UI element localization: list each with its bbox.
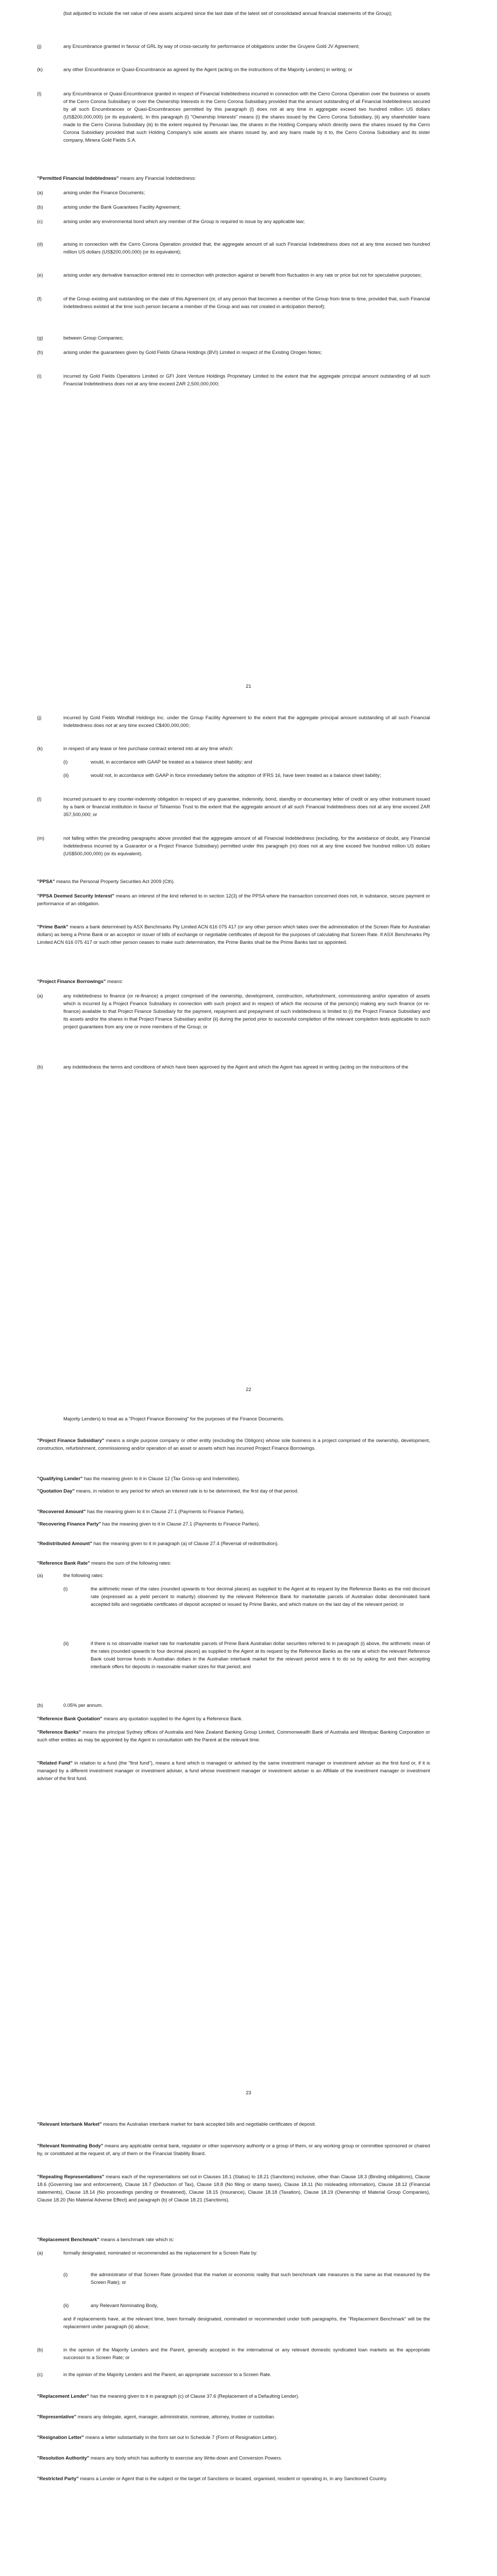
definition-text: means:: [106, 978, 123, 984]
definition-reference-bank-rate: [37, 1559, 430, 1567]
defined-term: "Repeating Representations": [37, 2174, 105, 2179]
definition-project-finance-borrowings: [37, 977, 430, 985]
defined-term: "Recovering Finance Party": [37, 1521, 101, 1527]
definition-ppsa-deemed-security-interest: [37, 892, 430, 907]
defined-term: "Relevant Interbank Market": [37, 2121, 102, 2127]
sub-clause-label: (ii): [63, 1640, 69, 1646]
defined-term: "Representative": [37, 2414, 77, 2419]
defined-term: "Redistributed Amount": [37, 1540, 92, 1546]
definition-text: means any delegate, agent, manager, administrator, nominee, attorney, trustee or custodian.: [76, 2414, 276, 2419]
clause-text: arising under the guarantees given by Gold Fields Ghana Holdings (BVI) Limited in respect of the Existing Orogen Notes;: [63, 349, 322, 355]
clause-text: any Encumbrance granted in favour of GRL by way of cross-security for performance of obligations under the Gruyere Gold JV Agreement;: [63, 43, 359, 49]
sub-clause-label: (i): [63, 759, 68, 765]
sub-clause-label: (i): [63, 1586, 68, 1591]
definition-ppsa: [37, 877, 430, 885]
clause-text: the following rates:: [63, 1572, 104, 1578]
definition-text: means the principal Sydney offices of Australia and New Zealand Banking Group Limited, Commonwealth Bank of Australia and Westpac Banking Corporation or such other entities as may be appointed by the Agent in consultation with the Parent at the relevant time.: [37, 1729, 430, 1742]
definition-text: means, in relation to any period for which an interest rate is to be determined, the first day of that period.: [74, 1488, 299, 1494]
defined-term: "PPSA": [37, 878, 55, 884]
sub-clause-text: any Relevant Nominating Body,: [91, 2302, 158, 2308]
clause-text: 0.05% per annum.: [63, 1702, 103, 1708]
definition-text: has the meaning given to it in Clause 27.1 (Payments to Finance Parties).: [101, 1521, 260, 1527]
page-number: 21: [246, 683, 251, 689]
definition-repeating-representations: [37, 2173, 430, 2204]
defined-term: "Restricted Party": [37, 2476, 79, 2481]
defined-term: "Qualifying Lender": [37, 1476, 83, 1481]
definition-text: has the meaning given to it in paragraph (c) of Clause 37.6 (Replacement of a Defaulting Lender).: [89, 2393, 300, 2399]
defined-term: "Resolution Authority": [37, 2455, 90, 2461]
continuation-text: (but adjusted to include the net value of new assets acquired since the last date of the latest set of consolidated annual financial statements of the Group);: [63, 10, 392, 16]
clause-label: (m): [37, 835, 45, 841]
clause-label: (b): [37, 204, 43, 210]
clause-text: of the Group existing and outstanding on the date of this Agreement (or, of any person that becomes a member of the Group from time to time, provided that, such Financial Indebtedness existed at the time such person became a member of the Group and was not created in anticipation thereof);: [63, 296, 430, 309]
definition-text: means any Financial Indebtedness:: [118, 175, 196, 181]
clause-text: any indebtedness to finance (or re-finance) a project comprised of the ownership, development, construction, refurbishment, commissioning and/or operation of assets which is incurred by a Project Finance Subsidiary in connection with such project and in respect of which the recourse of the person(s) making any such finance (or re-finance) available to that Project Finance Subsidiary for the payment, repayment and prepayment of such indebtedness is limited to (i) the Project Finance Subsidiary and its assets and/or the shares in that Project Finance Subsidiary and/or (ii) during the period prior to successful completion of the relevant completion tests applicable to such project guarantees from any one or more members of the Group; or: [63, 993, 430, 1029]
definition-resignation-letter: [37, 2433, 430, 2441]
definition-text: has the meaning given to it in Clause 12 (Tax Gross-up and Indemnities).: [82, 1476, 240, 1481]
clause-label: (e): [37, 272, 43, 278]
definition-text: in relation to a fund (the "first fund"), means a fund which is managed or advised by the same investment manager or investment adviser as the first fund or, if it is managed by a different investment manager or investment adviser, a fund whose investment manager or investment adviser is an Affiliate of the investment manager or investment adviser of the first fund.: [37, 1760, 430, 1781]
defined-term: "Reference Banks": [37, 1729, 81, 1735]
defined-term: "Prime Bank": [37, 924, 68, 929]
clause-label: (a): [37, 993, 43, 998]
definition-text: means a benchmark rate which is:: [99, 2236, 174, 2242]
clause-label: (d): [37, 241, 43, 247]
definition-text: means the Australian interbank market for bank accepted bills and negotiable certificates of deposit.: [101, 2121, 316, 2127]
definition-text: means each of the representations set out in Clauses 18.1 (Status) to 18.21 (Sanctions) inclusive, other than Clause 18.3 (Binding obligations), Clause 18.6 (Governing law and enforcement), Clause 18.7 (Deduction of Tax), Clause 18.8 (No filing or stamp taxes), Clause 18.11 (No misleading information), Clause 18.12 (Financial statements), Clause 18.14 (No proceedings pending or threatened), Clause 18.15 (Insurance), Clause 18.18 (Taxation), Clause 18.19 (Ownership of Material Group Companies), Clause 18.20 (No Material Adverse Effect) and paragraph (b) of Clause 18.21 (Sanctions).: [37, 2174, 430, 2202]
definition-relevant-interbank-market: [37, 2120, 430, 2128]
clause-label: (c): [37, 218, 43, 224]
clause-text: any indebtedness the terms and conditions of which have been approved by the Agent and which the Agent has agreed in writing (acting on the instructions of the: [63, 1064, 408, 1070]
definition-permitted-financial-indebtedness: [37, 174, 430, 182]
definition-text: means the Personal Property Securities Act 2009 (Cth).: [55, 878, 175, 884]
clause-text: and if replacements have, at the relevant time, been formally designated, nominated or recommended under both paragraphs, the "Replacement Benchmark" will be the replacement under paragraph (ii) above;: [63, 2316, 430, 2329]
definition-prime-bank: [37, 923, 430, 946]
sub-clause-text: would, in accordance with GAAP be treated as a balance sheet liability; and: [91, 759, 252, 765]
clause-label: (l): [37, 796, 42, 802]
definition-text: means an interest of the kind referred to in section 12(3) of the PPSA where the transaction concerned does not, in substance, secure payment or performance of an obligation.: [37, 893, 430, 906]
definition-text: means any quotation supplied to the Agent by a Reference Bank.: [102, 1716, 243, 1721]
clause-label: (b): [37, 2347, 43, 2352]
clause-text: incurred by Gold Fields Windfall Holdings Inc. under the Group Facility Agreement to the extent that the aggregate principal amount outstanding of all such Financial Indebtedness does not at any time exceed C$400,000,000;: [63, 715, 430, 728]
definition-relevant-nominating-body: [37, 2142, 430, 2157]
clause-label: (k): [37, 745, 43, 751]
definition-recovered-amount: [37, 1507, 430, 1515]
sub-clause-text: the arithmetic mean of the rates (rounded upwards to four decimal places) as supplied to the Agent at its request by the Reference Banks as the mid discount rate (expressed as a yield percent to maturity) observed by the relevant Reference Bank for marketable parcels of Australian dollar denominated bank accepted bills and negotiable certificates of deposit accepted or issued by Prime Banks, and which mature on the last day of the relevant period; or: [91, 1586, 430, 1607]
clause-text: arising under the Bank Guarantees Facility Agreement;: [63, 204, 181, 210]
defined-term: "Resignation Letter": [37, 2434, 84, 2440]
definition-related-fund: [37, 1759, 430, 1782]
clause-label: (h): [37, 349, 43, 355]
sub-clause-text: the administrator of that Screen Rate (provided that the market or economic reality that such benchmark rate measures is the same as that measured by the Screen Rate); or: [91, 2272, 430, 2285]
clause-text: between Group Companies;: [63, 335, 124, 341]
definition-text: means a Lender or Agent that is the subject or the target of Sanctions or located, organised, resident or operating in, in any Sanctioned Country.: [78, 2476, 387, 2481]
definition-text: means a single purpose company or other entity (excluding the Obligors) whose sole business is a project comprised of the ownership, development, construction, refurbishment, commissioning and/or operation of an asset or assets which has incurred Project Finance Borrowings.: [37, 1437, 430, 1451]
definition-representative: [37, 2413, 430, 2420]
definition-text: has the meaning given to it in paragraph (a) of Clause 27.4 (Reversal of redistribution).: [92, 1540, 279, 1546]
definition-replacement-benchmark: [37, 2235, 430, 2243]
defined-term: "Replacement Benchmark": [37, 2236, 99, 2242]
clause-text: not falling within the preceding paragraphs above provided that the aggregate amount of all Financial Indebtedness (excluding, for the avoidance of doubt, any Financial Indebtedness incurred by a Guarantor or a Project Finance Subsidiary) permitted under this paragraph (m) does not at any time exceed five hundred million US dollars (US$500,000,000) (or its equivalent).: [63, 835, 430, 856]
defined-term: "Quotation Day": [37, 1488, 75, 1494]
clause-label: (b): [37, 1064, 43, 1070]
clause-text: formally designated, nominated or recommended as the replacement for a Screen Rate by:: [63, 2250, 258, 2256]
defined-term: "Reference Bank Rate": [37, 1560, 90, 1566]
definition-recovering-finance-party: [37, 1520, 430, 1528]
continuation-text: Majority Lenders) to treat as a "Project Finance Borrowing" for the purposes of the Finance Documents.: [63, 1416, 284, 1421]
clause-label: (j): [37, 43, 42, 49]
clause-text: in the opinion of the Majority Lenders and the Parent, an appropriate successor to a Screen Rate.: [63, 2371, 271, 2377]
page-number: 22: [246, 1386, 251, 1392]
definition-qualifying-lender: [37, 1475, 430, 1482]
clause-text: arising under any derivative transaction entered into in connection with protection against or benefit from fluctuation in any rate or price but not for speculative purposes;: [63, 272, 422, 278]
clause-label: (b): [37, 1702, 43, 1708]
definition-text: has the meaning given to it in Clause 27.1 (Payments to Finance Parties).: [85, 1509, 245, 1514]
clause-text: any Encumbrance or Quasi-Encumbrance granted in respect of Financial Indebtedness incurred in connection with the Cerro Corona Operation over the business or assets of the Cerro Corona Subsidiary or over the Ownership Interests in the Cerro Corona Subsidiary provided that the amount outstanding of all Financial Indebtedness secured by all such Encumbrances or Quasi-Encumbrances permitted by this paragraph (l) does not at any time in aggregate exceed two hundred million US dollars (US$200,000,000) (or its equivalent). In this paragraph (l) "Ownership Interests" means (i) the shares issued by the Cerro Corona Subsidiary, (ii) any shareholder loans made to the Cerro Corona Subsidiary (iii) to the extent required by Peruvian law, the shares in the Holding Company which directly owns the shares issued by the Cerro Corona Subsidiary provided that such Holding Company's sole assets are shares issued by, and any loans made by it to, the Cerro Corona Subsidiary and its sister company, Minera Gold Fields S.A.: [63, 91, 430, 143]
defined-term: "Recovered Amount": [37, 1509, 86, 1514]
sub-clause-label: (i): [63, 2272, 68, 2277]
definition-replacement-lender: [37, 2392, 430, 2400]
definition-redistributed-amount: [37, 1539, 430, 1547]
clause-text: incurred pursuant to any counter-indemnity obligation in respect of any guarantee, indemnity, bond, standby or documentary letter of credit or any other instrument issued by a bank or financial institution in favour of Tshiamiso Trust to the extent that the aggregate amount of all such Financial Indebtedness does not at any time exceed ZAR 357,500,000; or: [63, 796, 430, 817]
definition-text: means the sum of the following rates:: [90, 1560, 172, 1566]
clause-label: (a): [37, 2250, 43, 2256]
clause-text: arising under any environmental bond which any member of the Group is required to issue by any applicable law;: [63, 218, 305, 224]
clause-text: any other Encumbrance or Quasi-Encumbrance as agreed by the Agent (acting on the instructions of the Majority Lenders) in writing; or: [63, 66, 353, 72]
clause-label: (k): [37, 66, 43, 72]
definition-project-finance-subsidiary: [37, 1436, 430, 1452]
sub-clause-text: would not, in accordance with GAAP in force immediately before the adoption of IFRS 16, have been treated as a balance sheet liability;: [91, 772, 381, 778]
clause-text: in respect of any lease or hire purchase contract entered into at any time which:: [63, 745, 233, 751]
clause-label: (i): [37, 373, 42, 379]
clause-text: incurred by Gold Fields Operations Limited or GFI Joint Venture Holdings Proprietary Limited to the extent that the aggregate principal amount outstanding of all such Financial Indebtedness does not at any time exceed ZAR 2,500,000,000;: [63, 373, 430, 386]
sub-clause-label: (ii): [63, 772, 69, 778]
clause-label: (f): [37, 296, 42, 301]
definition-text: means any applicable central bank, regulator or other supervisory authority or a group of them, or any working group or committee sponsored or chaired by, or constituted at the request of, any of them or the Financial Stability Board.: [37, 2143, 430, 2156]
defined-term: "Reference Bank Quotation": [37, 1716, 102, 1721]
defined-term: "Replacement Lender": [37, 2393, 90, 2399]
clause-text: arising under the Finance Documents;: [63, 190, 145, 195]
clause-label: (a): [37, 1572, 43, 1578]
clause-label: (l): [37, 91, 42, 96]
definition-reference-bank-quotation: [37, 1715, 430, 1722]
definition-text: means a bank determined by ASX Benchmarks Pty Limited ACN 616 075 417 (or any other person which takes over the administration of the Screen Rate for Australian dollars) as being a Prime Bank or an acceptor or issuer of bills of exchange or negotiable certificates of deposit for the purposes of calculating that Screen Rate. If ASX Benchmarks Pty Limited ACN 616 075 417 or such other person ceases to make such determination, the Prime Banks shall be the Prime Banks last so appointed.: [37, 924, 430, 945]
definition-text: means any body which has authority to exercise any Write-down and Conversion Powers.: [89, 2455, 282, 2461]
clause-label: (j): [37, 715, 42, 720]
sub-clause-text: if there is no observable market rate for marketable parcels of Prime Bank Australian dollar securities referred to in paragraph (i) above, the arithmetic mean of the rates (rounded upwards to four decimal places) as supplied to the Agent at its request by the Reference Banks as the rate at which the relevant Reference Bank could borrow funds in Australian dollars in the Australian interbank market for the relevant period were it to do so by asking for and then accepting interbank offers for deposits in reasonable market sizes for that period; and: [91, 1640, 430, 1669]
defined-term: "Project Finance Subsidiary": [37, 1437, 105, 1443]
clause-label: (a): [37, 190, 43, 195]
defined-term: "Relevant Nominating Body": [37, 2143, 104, 2148]
definition-reference-banks: [37, 1728, 430, 1743]
defined-term: "Permitted Financial Indebtedness": [37, 175, 119, 181]
clause-text: arising in connection with the Cerro Corona Operation provided that, the aggregate amount of all such Financial Indebtedness does not at any time exceed two hundred million US dollars (US$200,000,000) (or its equivalent);: [63, 241, 430, 255]
defined-term: "Project Finance Borrowings": [37, 978, 106, 984]
page-number: 23: [246, 2090, 251, 2095]
defined-term: "Related Fund": [37, 1760, 73, 1766]
definition-text: means a letter substantially in the form set out in Schedule 7 (Form of Resignation Letter).: [84, 2434, 278, 2440]
sub-clause-label: (ii): [63, 2302, 69, 2308]
definition-quotation-day: [37, 1487, 430, 1495]
clause-label: (g): [37, 335, 43, 341]
definition-resolution-authority: [37, 2454, 430, 2462]
clause-label: (c): [37, 2371, 43, 2377]
definition-restricted-party: [37, 2475, 430, 2482]
clause-text: in the opinion of the Majority Lenders and the Parent, generally accepted in the international or any relevant domestic syndicated loan markets as the appropriate successor to a Screen Rate; or: [63, 2347, 430, 2360]
defined-term: "PPSA Deemed Security Interest": [37, 893, 114, 899]
